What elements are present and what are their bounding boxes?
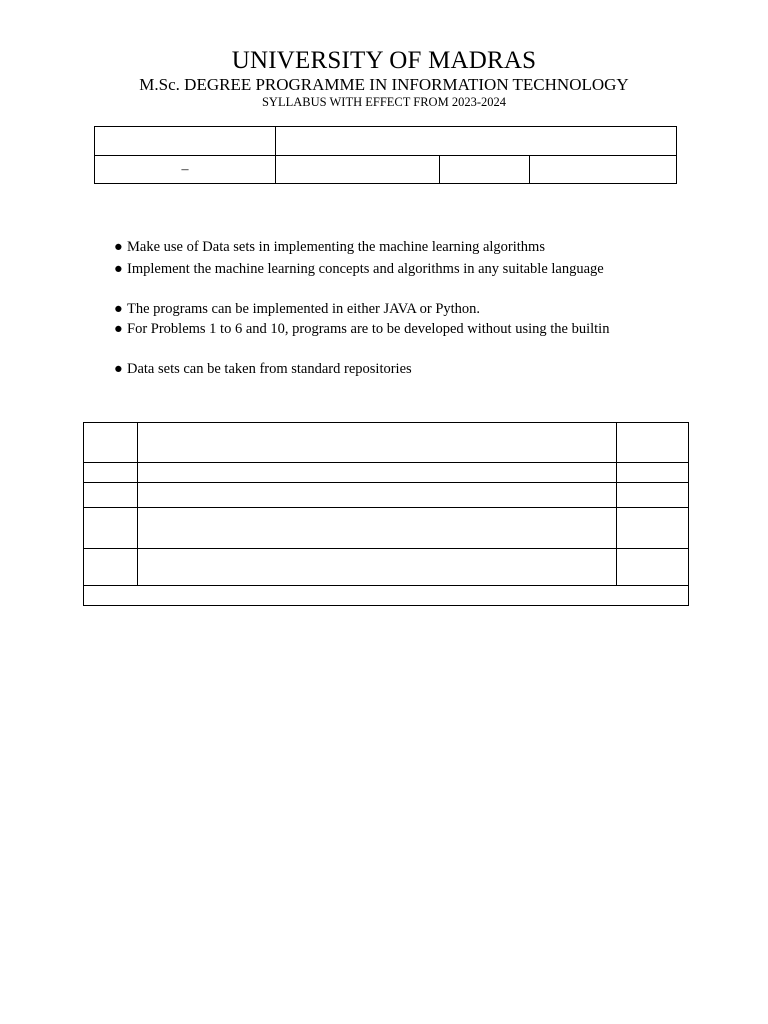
course-table-cell — [440, 156, 530, 184]
table-cell — [84, 483, 138, 508]
syllabus-year: SYLLABUS WITH EFFECT FROM 2023-2024 — [261, 95, 506, 109]
table-cell — [617, 483, 689, 508]
table-cell — [84, 423, 138, 463]
university-title: UNIVERSITY OF MADRAS — [231, 47, 537, 74]
table-cell — [138, 483, 617, 508]
table-cell — [138, 549, 617, 586]
bullet-icon: ● — [114, 361, 123, 377]
table-cell — [617, 463, 689, 483]
bullet-icon: ● — [114, 301, 123, 317]
list-item: ● Data sets can be taken from standard repositories — [114, 359, 412, 380]
table-cell — [84, 549, 138, 586]
list-item: ● Make use of Data sets in implementing the machine learning algorithms — [114, 237, 545, 258]
table-cell — [84, 463, 138, 483]
lab-exercises-table — [83, 422, 689, 606]
table-footer-cell — [84, 586, 689, 606]
list-item: ● The programs can be implemented in either JAVA or Python. — [114, 299, 480, 320]
programme-title: M.Sc. DEGREE PROGRAMME IN INFORMATION TECHNOLOGY — [139, 75, 629, 94]
table-cell — [84, 508, 138, 549]
table-cell — [138, 463, 617, 483]
bullet-icon: ● — [114, 261, 123, 277]
table-cell — [138, 508, 617, 549]
list-item: ● For Problems 1 to 6 and 10, programs are to be developed without using the builtin — [114, 319, 609, 340]
course-table-dash-cell: – — [95, 156, 276, 184]
course-table-cell — [276, 127, 677, 156]
table-cell — [617, 549, 689, 586]
course-info-table — [94, 126, 677, 184]
list-item: ● Implement the machine learning concepts and algorithms in any suitable language — [114, 259, 604, 280]
course-table-cell — [530, 156, 677, 184]
bullet-icon: ● — [114, 239, 123, 255]
course-table-cell — [276, 156, 440, 184]
table-cell — [617, 508, 689, 549]
table-cell — [138, 423, 617, 463]
course-table-cell — [95, 127, 276, 156]
table-cell — [617, 423, 689, 463]
bullet-icon: ● — [114, 321, 123, 337]
